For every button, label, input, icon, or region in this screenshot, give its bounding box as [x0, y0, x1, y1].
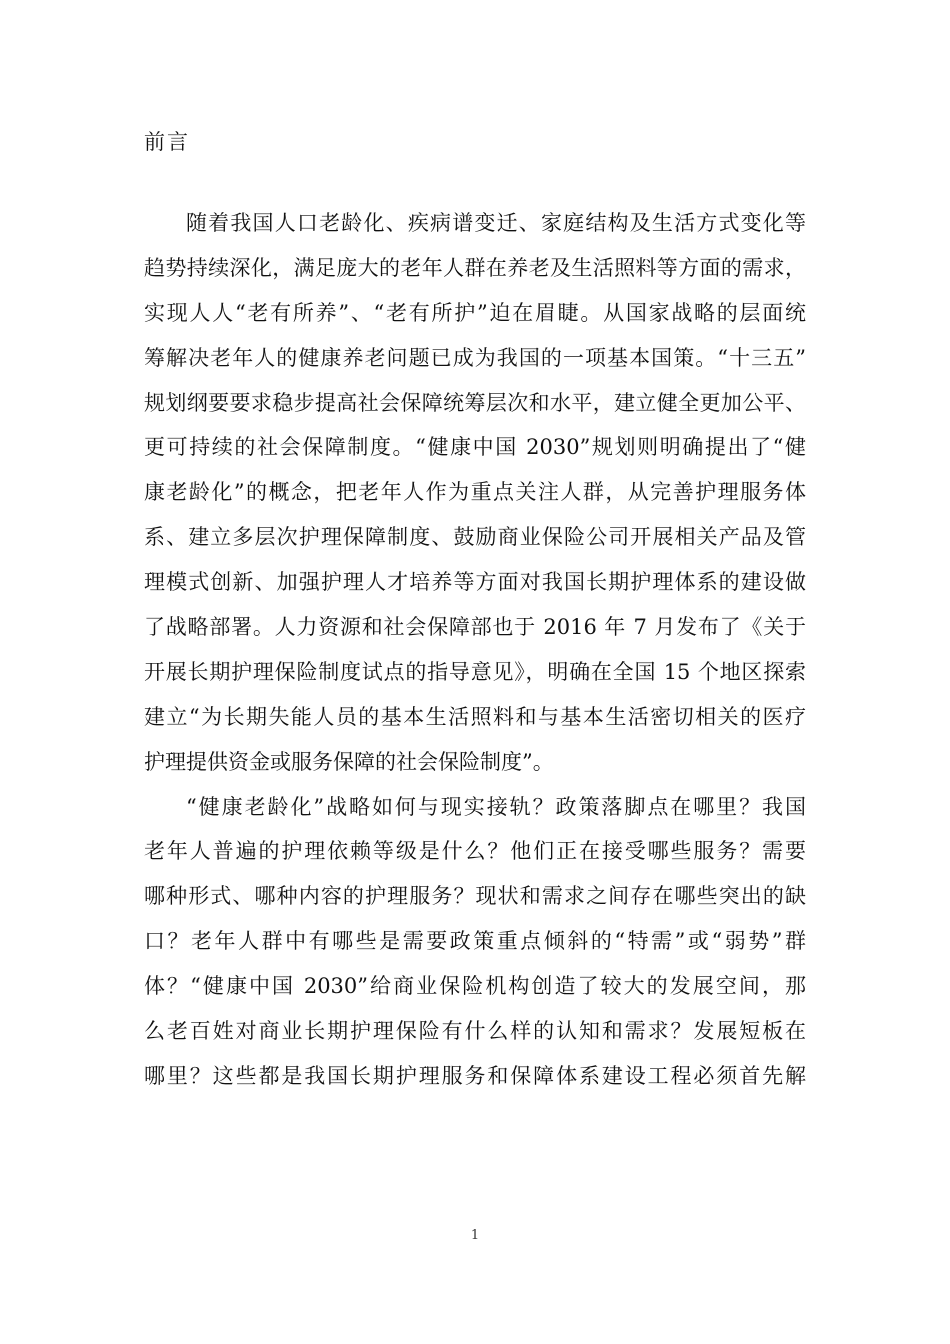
- text-line: 趋势持续深化，满足庞大的老年人群在养老及生活照料等方面的需求，: [144, 255, 806, 280]
- text-line: 开展长期护理保险制度试点的指导意见》，明确在全国 15 个地区探索: [144, 659, 806, 684]
- text-line: 哪种形式、哪种内容的护理服务？现状和需求之间存在哪些突出的缺: [144, 884, 806, 909]
- text-line: 么老百姓对商业长期护理保险有什么样的认知和需求？发展短板在: [144, 1019, 806, 1044]
- text-line: 实现人人“老有所养”、“老有所护”迫在眉睫。从国家战略的层面统: [144, 300, 806, 325]
- text-line: 建立“为长期失能人员的基本生活照料和与基本生活密切相关的医疗: [144, 704, 806, 729]
- text-line: 更可持续的社会保障制度。“健康中国 2030”规划则明确提出了“健: [144, 435, 806, 460]
- text-line: 筹解决老年人的健康养老问题已成为我国的一项基本国策。“十三五”: [144, 345, 806, 370]
- text-line: 护理提供资金或服务保障的社会保险制度”。: [144, 749, 554, 774]
- body-text: [144, 207, 806, 1105]
- text-line: “健康老龄化”战略如何与现实接轨？政策落脚点在哪里？我国: [186, 794, 806, 819]
- text-line: 规划纲要要求稳步提高社会保障统筹层次和水平，建立健全更加公平、: [144, 390, 806, 415]
- text-line: 康老龄化”的概念，把老年人作为重点关注人群，从完善护理服务体: [144, 480, 806, 505]
- text-line: 系、建立多层次护理保障制度、鼓励商业保险公司开展相关产品及管: [144, 525, 806, 550]
- page-number: 1: [470, 1228, 480, 1243]
- text-line: 体？“健康中国 2030”给商业保险机构创造了较大的发展空间，那: [144, 974, 806, 999]
- text-line: 老年人普遍的护理依赖等级是什么？他们正在接受哪些服务？需要: [144, 839, 806, 864]
- section-heading: 前言: [144, 130, 190, 154]
- text-line: 随着我国人口老龄化、疾病谱变迁、家庭结构及生活方式变化等: [186, 211, 806, 235]
- text-line: 哪里？这些都是我国长期护理服务和保障体系建设工程必须首先解: [144, 1063, 806, 1088]
- text-line: 口？老年人群中有哪些是需要政策重点倾斜的“特需”或“弱势”群: [144, 929, 806, 954]
- text-line: 了战略部署。人力资源和社会保障部也于 2016 年 7 月发布了《关于: [144, 615, 806, 640]
- text-line: 理模式创新、加强护理人才培养等方面对我国长期护理体系的建设做: [144, 570, 806, 595]
